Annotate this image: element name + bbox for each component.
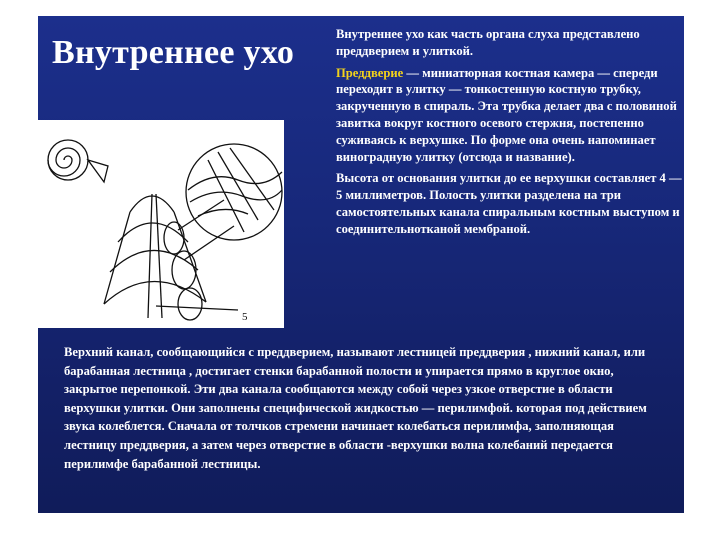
cochlea-drawing: [38, 120, 284, 328]
intro-paragraph: Внутреннее ухо как часть органа слуха представлено преддверием и улиткой.: [336, 27, 640, 58]
vestibule-text: — миниатюрная костная камера — спереди переходит в улитку — тонкостенную костную трубку, закрученную в спираль. Эта трубка делает два с половиной завитка вокруг костного осевого стержня, постепенно суживаясь к верхушке. По форме она очень напоминает виноградную улитку (отсюда и название).: [336, 65, 677, 164]
slide-title: Внутреннее ухо: [52, 34, 295, 71]
bottom-paragraph: Верхний канал, сообщающийся с преддверием, называют лестницей преддверия , нижний канал, или барабанная лестница , достигает стенки барабанной полости и упирается прямо в круглое окно, закрытое перепонкой. Эти два канала сообщаются между собой через узкое отверстие в области верхушки улитки. Они заполнены специфической жидкостью — перилимфой. которая под действием звука колеблется. Сначала от толчков стремени начинает колебаться перилимфа, заполняющая лестницу преддверия, а затем через отверстие в области -верхушки волна колебаний передается перилимфе барабанной лестницы.: [64, 345, 647, 471]
right-text-block: [336, 26, 682, 243]
vestibule-paragraph: [336, 65, 682, 166]
figure-label: 5: [242, 311, 248, 323]
cochlea-illustration: [38, 120, 284, 328]
slide: [38, 16, 684, 513]
height-paragraph: Высота от основания улитки до ее верхушки составляет 4 — 5 миллиметров. Полость улитки разделена на три самостоятельных канала спиральным костным выступом и соединительнотканой мембраной.: [336, 171, 682, 236]
vestibule-term: Преддверие: [336, 65, 404, 80]
